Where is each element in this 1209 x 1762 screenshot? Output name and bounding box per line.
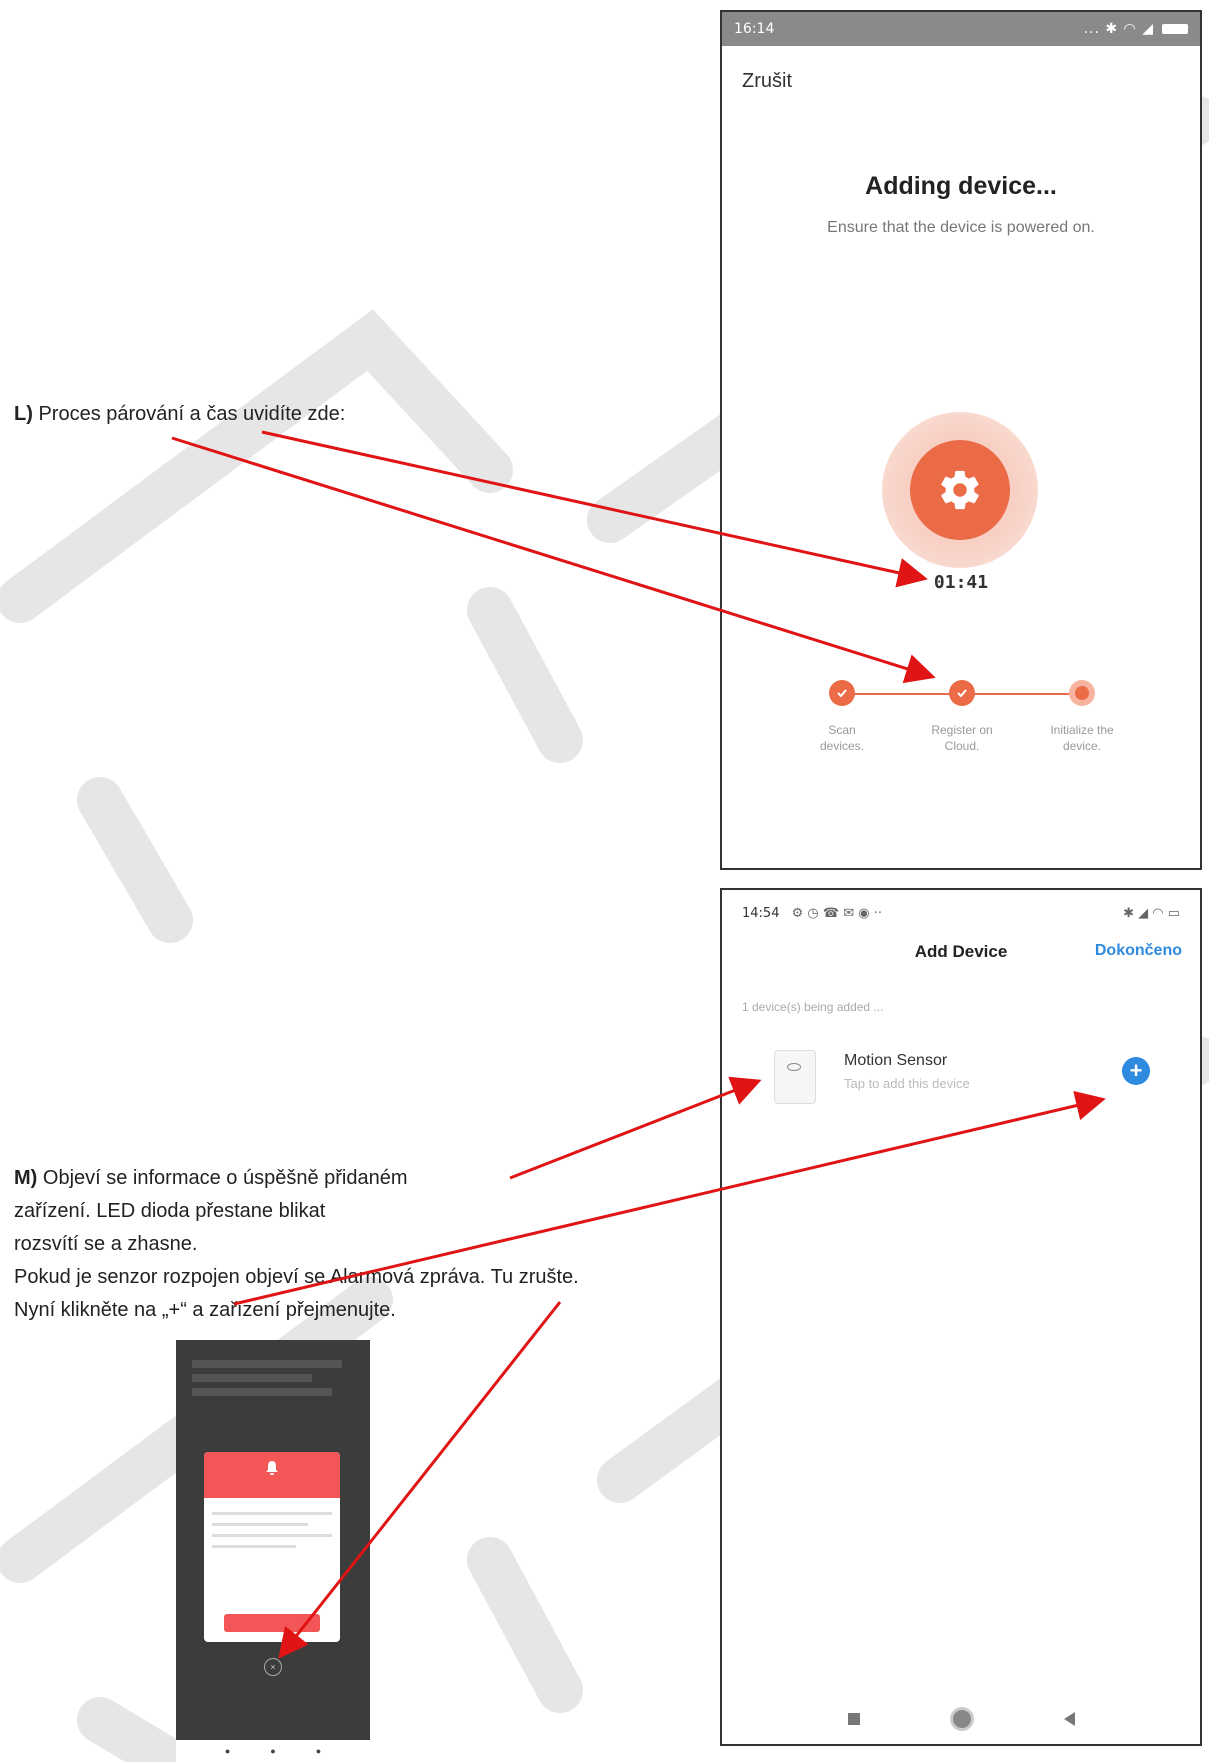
- thumbnail-nav-bar: [176, 1740, 370, 1762]
- motion-sensor-device-icon: [774, 1050, 816, 1104]
- alarm-detail-rows: [204, 1498, 340, 1562]
- caption-l-text: Proces párování a čas uvidíte zde:: [32, 403, 346, 425]
- page-title: Adding device...: [865, 172, 1057, 200]
- status-left: [742, 906, 882, 921]
- caption-m-line: zařízení. LED dioda přestane blikat: [14, 1200, 326, 1222]
- signal-icons: ... ✱ ◠ ◢: [1083, 21, 1154, 37]
- add-device-screen: [720, 888, 1202, 1746]
- home-circle-icon[interactable]: [950, 1707, 974, 1731]
- pairing-timer: 01:41: [933, 572, 989, 593]
- adding-status-note: 1 device(s) being added ...: [742, 1000, 884, 1014]
- device-hint: Tap to add this device: [844, 1076, 970, 1091]
- status-bar: [722, 12, 1200, 46]
- alarm-confirm-button[interactable]: [224, 1614, 320, 1632]
- notification-icons: ⚙ ◷ ☎ ✉ ◉ ··: [791, 905, 882, 921]
- step-label-register: [907, 722, 1017, 754]
- nav-dot-icon: ●: [270, 1746, 276, 1756]
- step-label-line: Register on: [931, 723, 993, 737]
- step-label-line: devices.: [819, 739, 865, 753]
- alarm-dialog-thumbnail: [176, 1340, 370, 1762]
- page-subtitle: Ensure that the device is powered on.: [827, 219, 1095, 236]
- back-triangle-icon[interactable]: [1064, 1712, 1075, 1726]
- gear-icon: [910, 440, 1010, 540]
- device-name[interactable]: Motion Sensor: [844, 1052, 948, 1069]
- step-label-line: Scan: [828, 723, 856, 737]
- caption-l: [14, 398, 345, 431]
- step-label-initialize: [1027, 722, 1137, 754]
- status-icons: [1084, 21, 1188, 37]
- step-initialize-progress-icon: [1069, 680, 1095, 706]
- thumbnail-background-list: [192, 1360, 352, 1396]
- alarm-close-icon[interactable]: ×: [264, 1658, 282, 1676]
- add-device-plus-button[interactable]: +: [1122, 1057, 1150, 1085]
- caption-m-line: rozsvítí se a zhasne.: [14, 1233, 198, 1255]
- step-scan-check-icon: [829, 680, 855, 706]
- status-bar: [722, 890, 1200, 936]
- battery-icon: [1162, 24, 1188, 34]
- alarm-dialog: [204, 1452, 340, 1642]
- caption-m-line: Objeví se informace o úspěšně přidaném: [37, 1167, 408, 1189]
- step-label-line: Cloud.: [944, 739, 980, 753]
- caption-m-prefix: M): [14, 1167, 38, 1189]
- caption-l-prefix: L): [14, 403, 33, 425]
- nav-dot-icon: ●: [224, 1746, 231, 1756]
- page-title: Add Device: [914, 942, 1008, 961]
- done-button[interactable]: Dokončeno: [1094, 942, 1182, 959]
- android-nav-bar: [722, 1704, 1200, 1734]
- status-time: 16:14: [734, 21, 775, 37]
- step-label-line: device.: [1062, 739, 1102, 753]
- step-label-line: Initialize the: [1050, 723, 1114, 737]
- adding-device-screen: [720, 10, 1202, 870]
- status-right-icons: ✱ ◢ ◠ ▭: [1123, 905, 1180, 921]
- step-label-scan: [787, 722, 897, 754]
- nav-dot-icon: ●: [315, 1746, 322, 1756]
- alarm-bell-icon: [204, 1452, 340, 1498]
- status-time: 14:54: [742, 905, 780, 921]
- caption-m-line: Pokud je senzor rozpojen objeví se Alarmová zpráva. Tu zrušte.: [14, 1266, 579, 1288]
- caption-m-line: Nyní klikněte na „+“ a zařízení přejmenujte.: [14, 1299, 396, 1321]
- step-register-check-icon: [949, 680, 975, 706]
- recents-square-icon[interactable]: [848, 1713, 860, 1725]
- cancel-button[interactable]: Zrušit: [742, 70, 792, 92]
- caption-m: [14, 1162, 579, 1327]
